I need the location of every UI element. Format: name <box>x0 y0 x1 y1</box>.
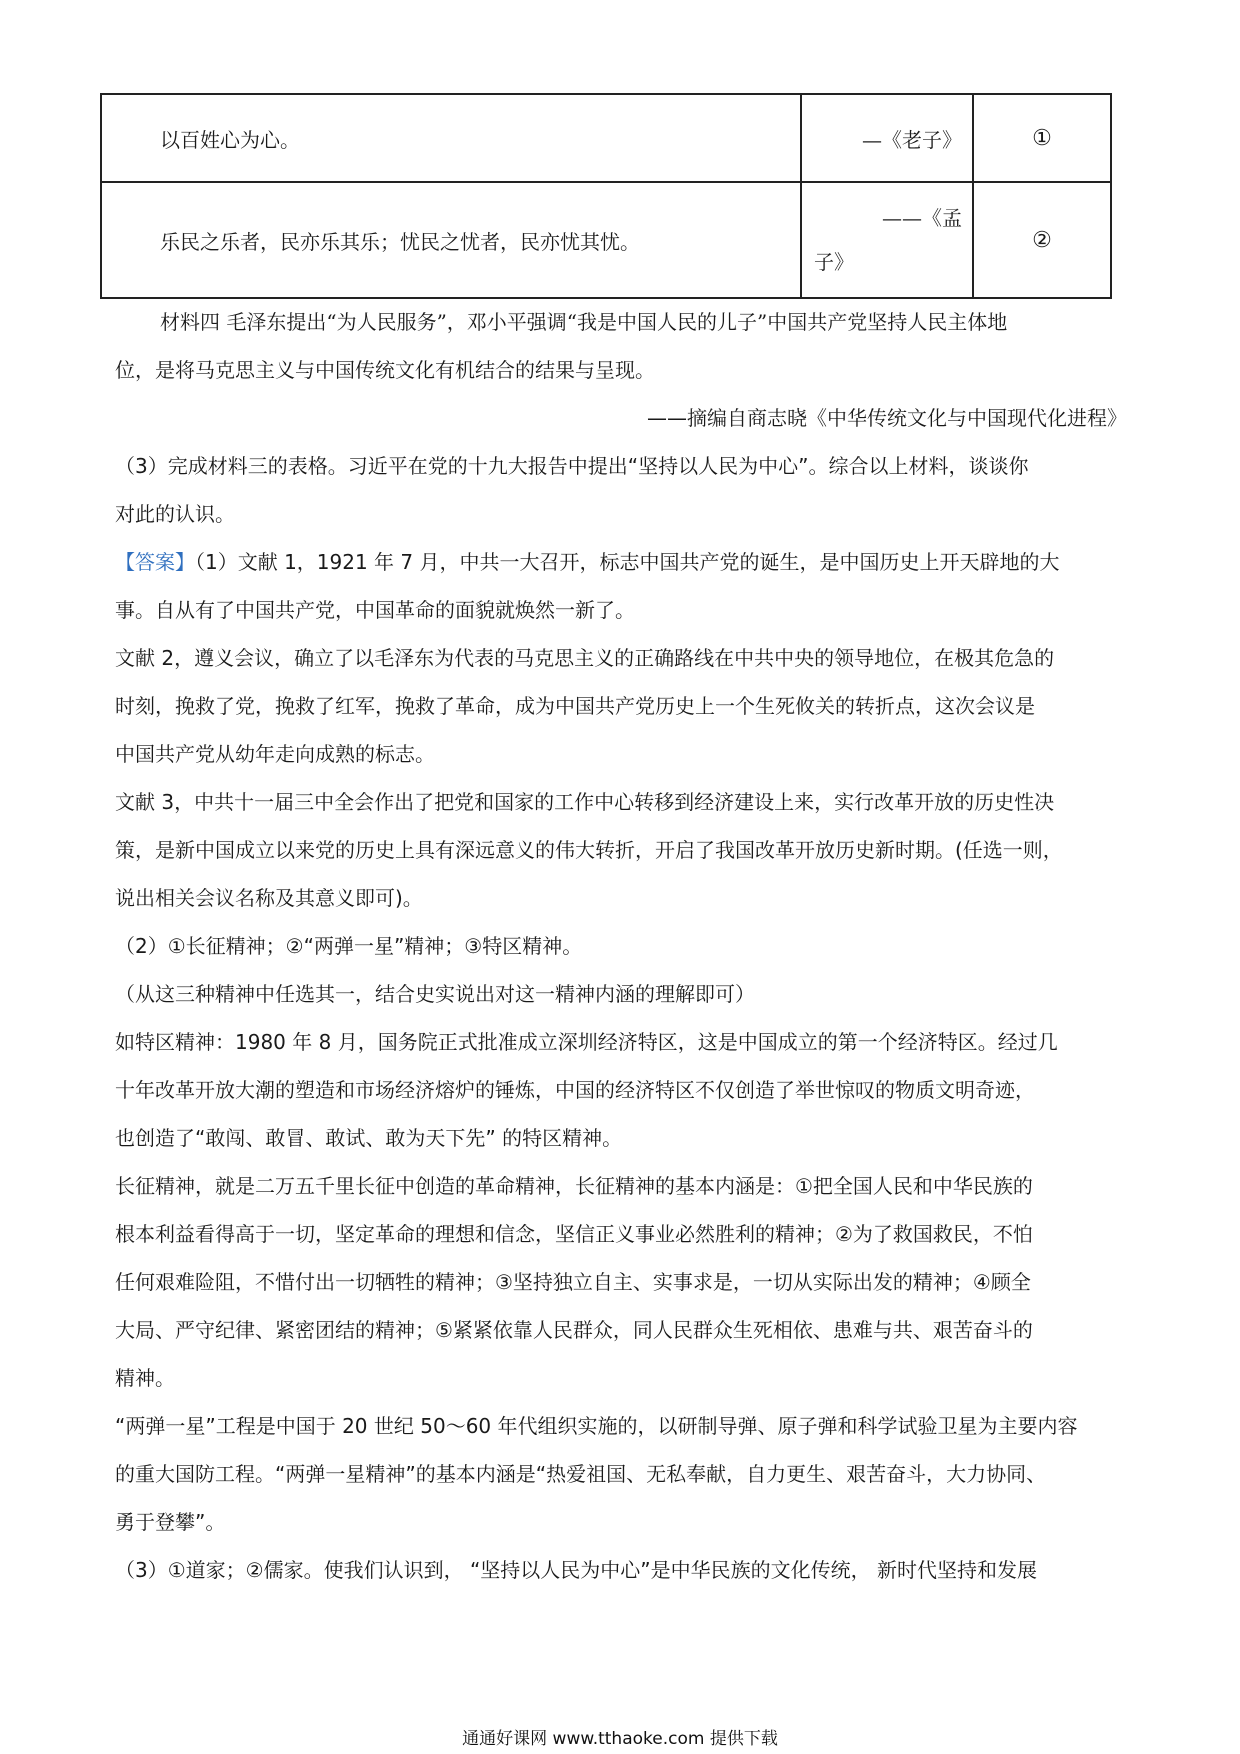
answer-line: 勇于登攀”。 <box>115 1510 226 1534</box>
answer-line: （3）①道家；②儒家。使我们认识到， “坚持以人民为中心”是中华民族的文化传统， 新时代坚持和发展 <box>115 1558 1038 1582</box>
answer-section <box>115 442 1127 1594</box>
quotation-table <box>100 93 1112 299</box>
answer-line: 根本利益看得高于一切，坚定革命的理想和信念，坚信正义事业必然胜利的精神；②为了救国救民，不怕 <box>115 1222 1033 1246</box>
blank-mark: ① <box>973 94 1111 182</box>
citation: ——摘编自商志晓《中华传统文化与中国现代化进程》 <box>647 406 1127 430</box>
answer-line: 文献 2，遵义会议，确立了以毛泽东为代表的马克思主义的正确路线在中共中央的领导地位，在极其危急的 <box>115 646 1055 670</box>
text-line: 位，是将马克思主义与中国传统文化有机结合的结果与呈现。 <box>115 358 655 382</box>
quote-text: 以百姓心为心。 <box>101 94 801 182</box>
answer-line <box>115 538 1127 586</box>
quote-text: 乐民之乐者，民亦乐其乐；忧民之忧者，民亦忧其忧。 <box>101 182 801 298</box>
answer-line: 中国共产党从幼年走向成熟的标志。 <box>115 742 435 766</box>
text-line: 材料四 毛泽东提出“为人民服务”，邓小平强调“我是中国人民的儿子”中国共产党坚持人民主体地 <box>160 310 1008 334</box>
answer-line: （从这三种精神中任选其一，结合史实说出对这一精神内涵的理解即可） <box>115 982 755 1006</box>
quote-source <box>801 182 973 298</box>
answer-line: 如特区精神：1980 年 8 月，国务院正式批准成立深圳经济特区，这是中国成立的第一个经济特区。经过几 <box>115 1030 1058 1054</box>
question-line: （3）完成材料三的表格。习近平在党的十九大报告中提出“坚持以人民为中心”。综合以上材料，谈谈你 <box>115 454 1029 478</box>
quote-source-line: 子》 <box>814 250 854 274</box>
answer-line: 策，是新中国成立以来党的历史上具有深远意义的伟大转折，开启了我国改革开放历史新时期。(任选一则， <box>115 838 1063 862</box>
table-row <box>101 182 1111 298</box>
blank-mark: ② <box>973 182 1111 298</box>
material-four <box>115 298 1127 442</box>
answer-line: 长征精神，就是二万五千里长征中创造的革命精神，长征精神的基本内涵是：①把全国人民和中华民族的 <box>115 1174 1033 1198</box>
answer-line: 十年改革开放大潮的塑造和市场经济熔炉的锤炼，中国的经济特区不仅创造了举世惊叹的物质文明奇迹， <box>115 1078 1035 1102</box>
answer-line: 事。自从有了中国共产党，中国革命的面貌就焕然一新了。 <box>115 598 635 622</box>
answer-line: 的重大国防工程。“两弹一星精神”的基本内涵是“热爱祖国、无私奉献，自力更生、艰苦奋斗，大力协同、 <box>115 1462 1047 1486</box>
answer-line: （2）①长征精神；②“两弹一星”精神；③特区精神。 <box>115 934 583 958</box>
answer-text: （1）文献 1，1921 年 7 月，中共一大召开，标志中国共产党的诞生，是中国历史上开天辟地的大 <box>195 550 1060 574</box>
footer-watermark: 通通好课网 www.tthaoke.com 提供下载 <box>462 1729 778 1749</box>
answer-line: 说出相关会议名称及其意义即可)。 <box>115 886 423 910</box>
answer-line: 时刻，挽救了党，挽救了红军，挽救了革命，成为中国共产党历史上一个生死攸关的转折点，这次会议是 <box>115 694 1035 718</box>
answer-line: 任何艰难险阻，不惜付出一切牺牲的精神；③坚持独立自主、实事求是，一切从实际出发的精神；④顾全 <box>115 1270 1031 1294</box>
answer-tag: 【答案】 <box>115 550 195 574</box>
answer-line: 文献 3，中共十一届三中全会作出了把党和国家的工作中心转移到经济建设上来，实行改革开放的历史性决 <box>115 790 1055 814</box>
answer-line: 精神。 <box>115 1366 175 1390</box>
question-line: 对此的认识。 <box>115 502 235 526</box>
answer-line: 也创造了“敢闯、敢冒、敢试、敢为天下先” 的特区精神。 <box>115 1126 623 1150</box>
quote-source: —《老子》 <box>801 94 973 182</box>
answer-line: “两弹一星”工程是中国于 20 世纪 50～60 年代组织实施的，以研制导弹、原子弹和科学试验卫星为主要内容 <box>115 1414 1078 1438</box>
table-row <box>101 94 1111 182</box>
answer-line: 大局、严守纪律、紧密团结的精神；⑤紧紧依靠人民群众，同人民群众生死相依、患难与共、艰苦奋斗的 <box>115 1318 1033 1342</box>
quote-source-line: ——《孟 <box>882 206 962 230</box>
